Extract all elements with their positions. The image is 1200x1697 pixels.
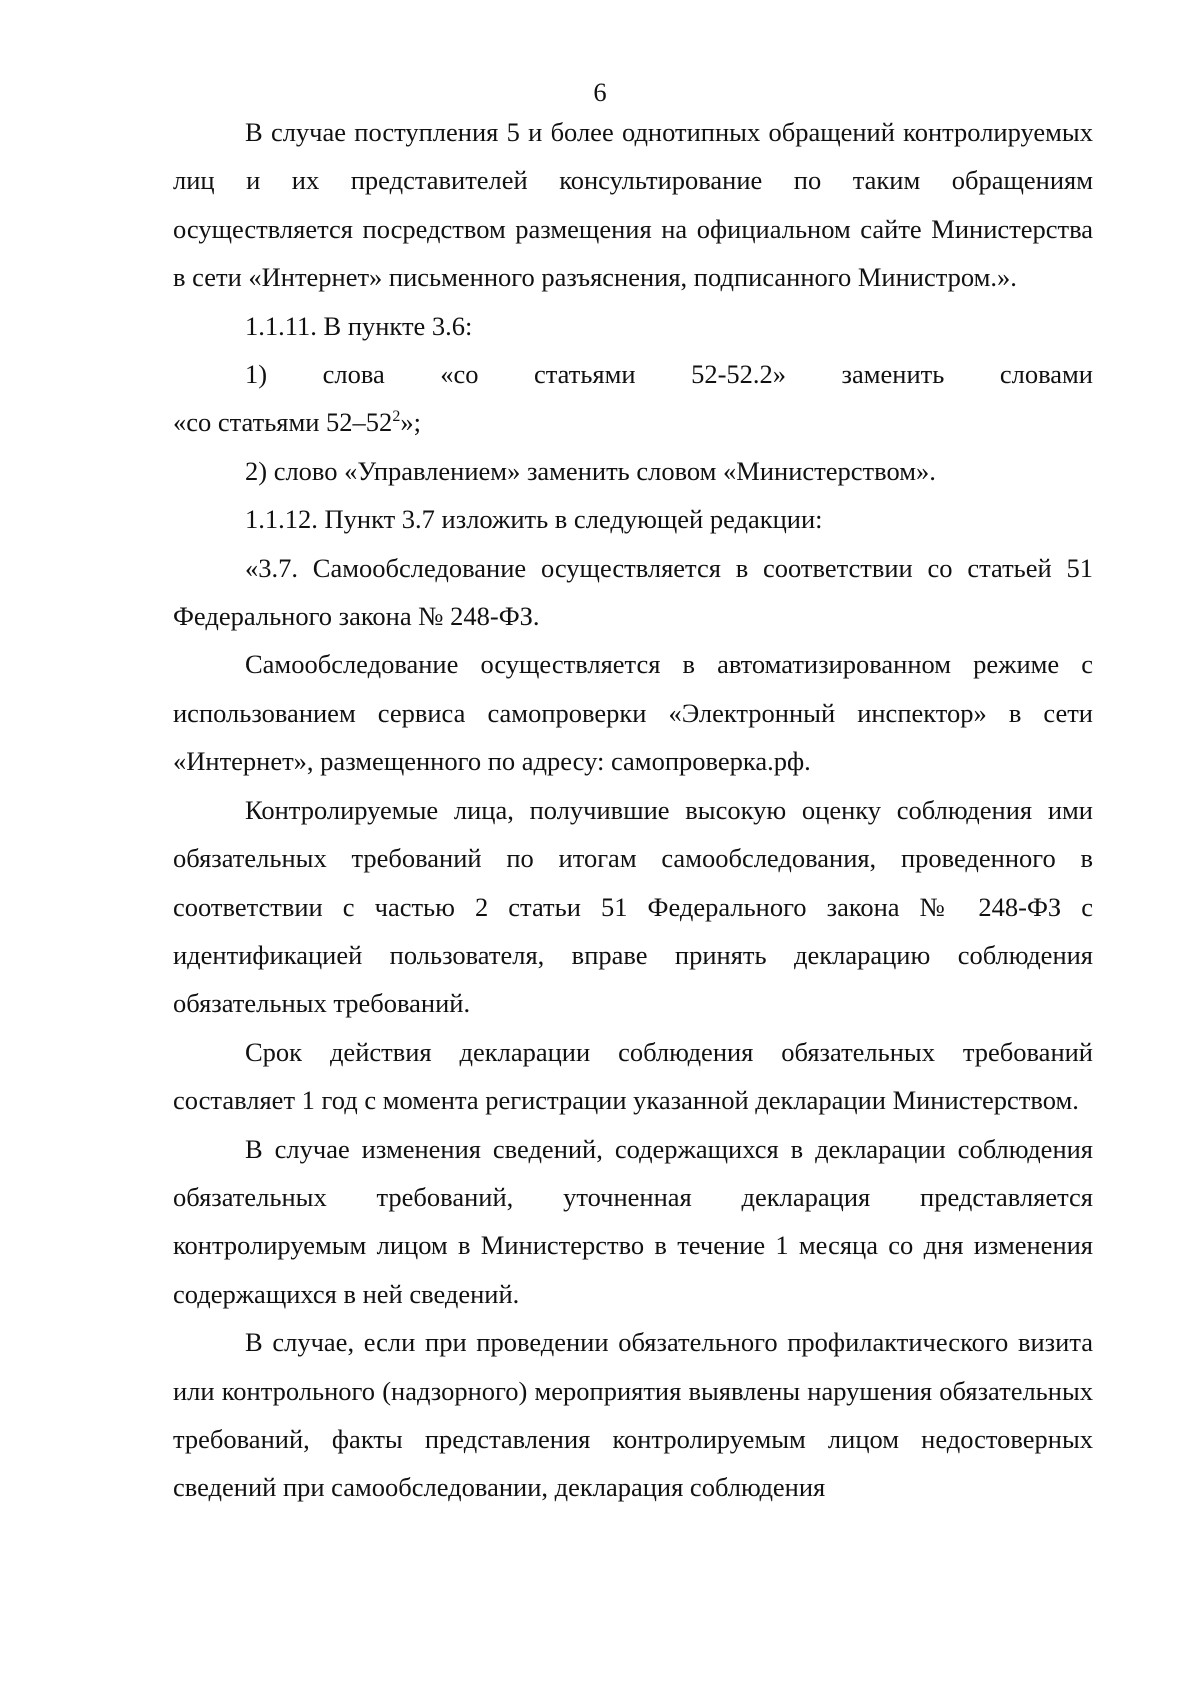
sub-1-continuation-end: »; bbox=[400, 407, 421, 438]
sub-1-first-line bbox=[173, 350, 1093, 398]
document-body bbox=[173, 108, 1093, 1512]
paragraph-declaration-update: В случае изменения сведений, содержащихся в декларации соблюдения обязательных требований, уточненная декларация представляется контролируемым лицом в Министерство в течение 1 месяца со дня изменения содержащихся в ней сведений. bbox=[173, 1133, 1093, 1309]
paragraph-self-inspection-mode: Самообследование осуществляется в автоматизированном режиме с использованием сервиса самопроверки «Электронный инспектор» в сети «Интернет», размещенного по адресу: самопроверка.рф. bbox=[173, 649, 1093, 777]
sub-1-continuation bbox=[173, 398, 1093, 446]
superscript-index: 2 bbox=[392, 408, 401, 426]
sub-1-word: словами bbox=[999, 359, 1093, 390]
paragraph-item-1-1-11-sub-1 bbox=[173, 350, 1093, 447]
sub-1-word: 52-52.2» bbox=[691, 359, 787, 390]
paragraph-item-1-1-11-sub-2: 2) слово «Управлением» заменить словом «Министерством». bbox=[245, 455, 936, 486]
sub-1-continuation-text: «со статьями 52–52 bbox=[173, 407, 393, 438]
paragraph-item-1-1-12: 1.1.12. Пункт 3.7 изложить в следующей редакции: bbox=[245, 504, 823, 535]
page-number: 6 bbox=[593, 77, 607, 107]
sub-1-word: заменить bbox=[841, 359, 945, 390]
sub-1-word: слова bbox=[322, 359, 385, 390]
paragraph-declaration-right: Контролируемые лица, получившие высокую оценку соблюдения ими обязательных требований по итогам самообследования, проведенного в соответствии с частью 2 статьи 51 Федерального закона № 248-ФЗ с идентификацией пользователя, вправе принять декларацию соблюдения обязательных требований. bbox=[173, 794, 1093, 1019]
sub-1-word: статьями bbox=[534, 359, 636, 390]
paragraph-point-3-7: «3.7. Самообследование осуществляется в соответствии со статьей 51 Федерального закона № 248-ФЗ. bbox=[173, 552, 1093, 632]
sub-1-word: «со bbox=[440, 359, 479, 390]
sub-1-word: 1) bbox=[245, 359, 268, 390]
paragraph-violations: В случае, если при проведении обязательного профилактического визита или контрольного (надзорного) мероприятия выявлены нарушения обязательных требований, факты представления контролируемым лицом недостоверных сведений при самообследовании, декларация соблюдения bbox=[173, 1327, 1093, 1503]
paragraph-consultation: В случае поступления 5 и более однотипных обращений контролируемых лиц и их представителей консультирование по таким обращениям осуществляется посредством размещения на официальном сайте Министерства в сети «Интернет» письменного разъяснения, подписанного Министром.». bbox=[173, 117, 1093, 293]
paragraph-declaration-term: Срок действия декларации соблюдения обязательных требований составляет 1 год с момента регистрации указанной декларации Министерством. bbox=[173, 1036, 1093, 1116]
paragraph-item-1-1-11: 1.1.11. В пункте 3.6: bbox=[245, 310, 473, 341]
